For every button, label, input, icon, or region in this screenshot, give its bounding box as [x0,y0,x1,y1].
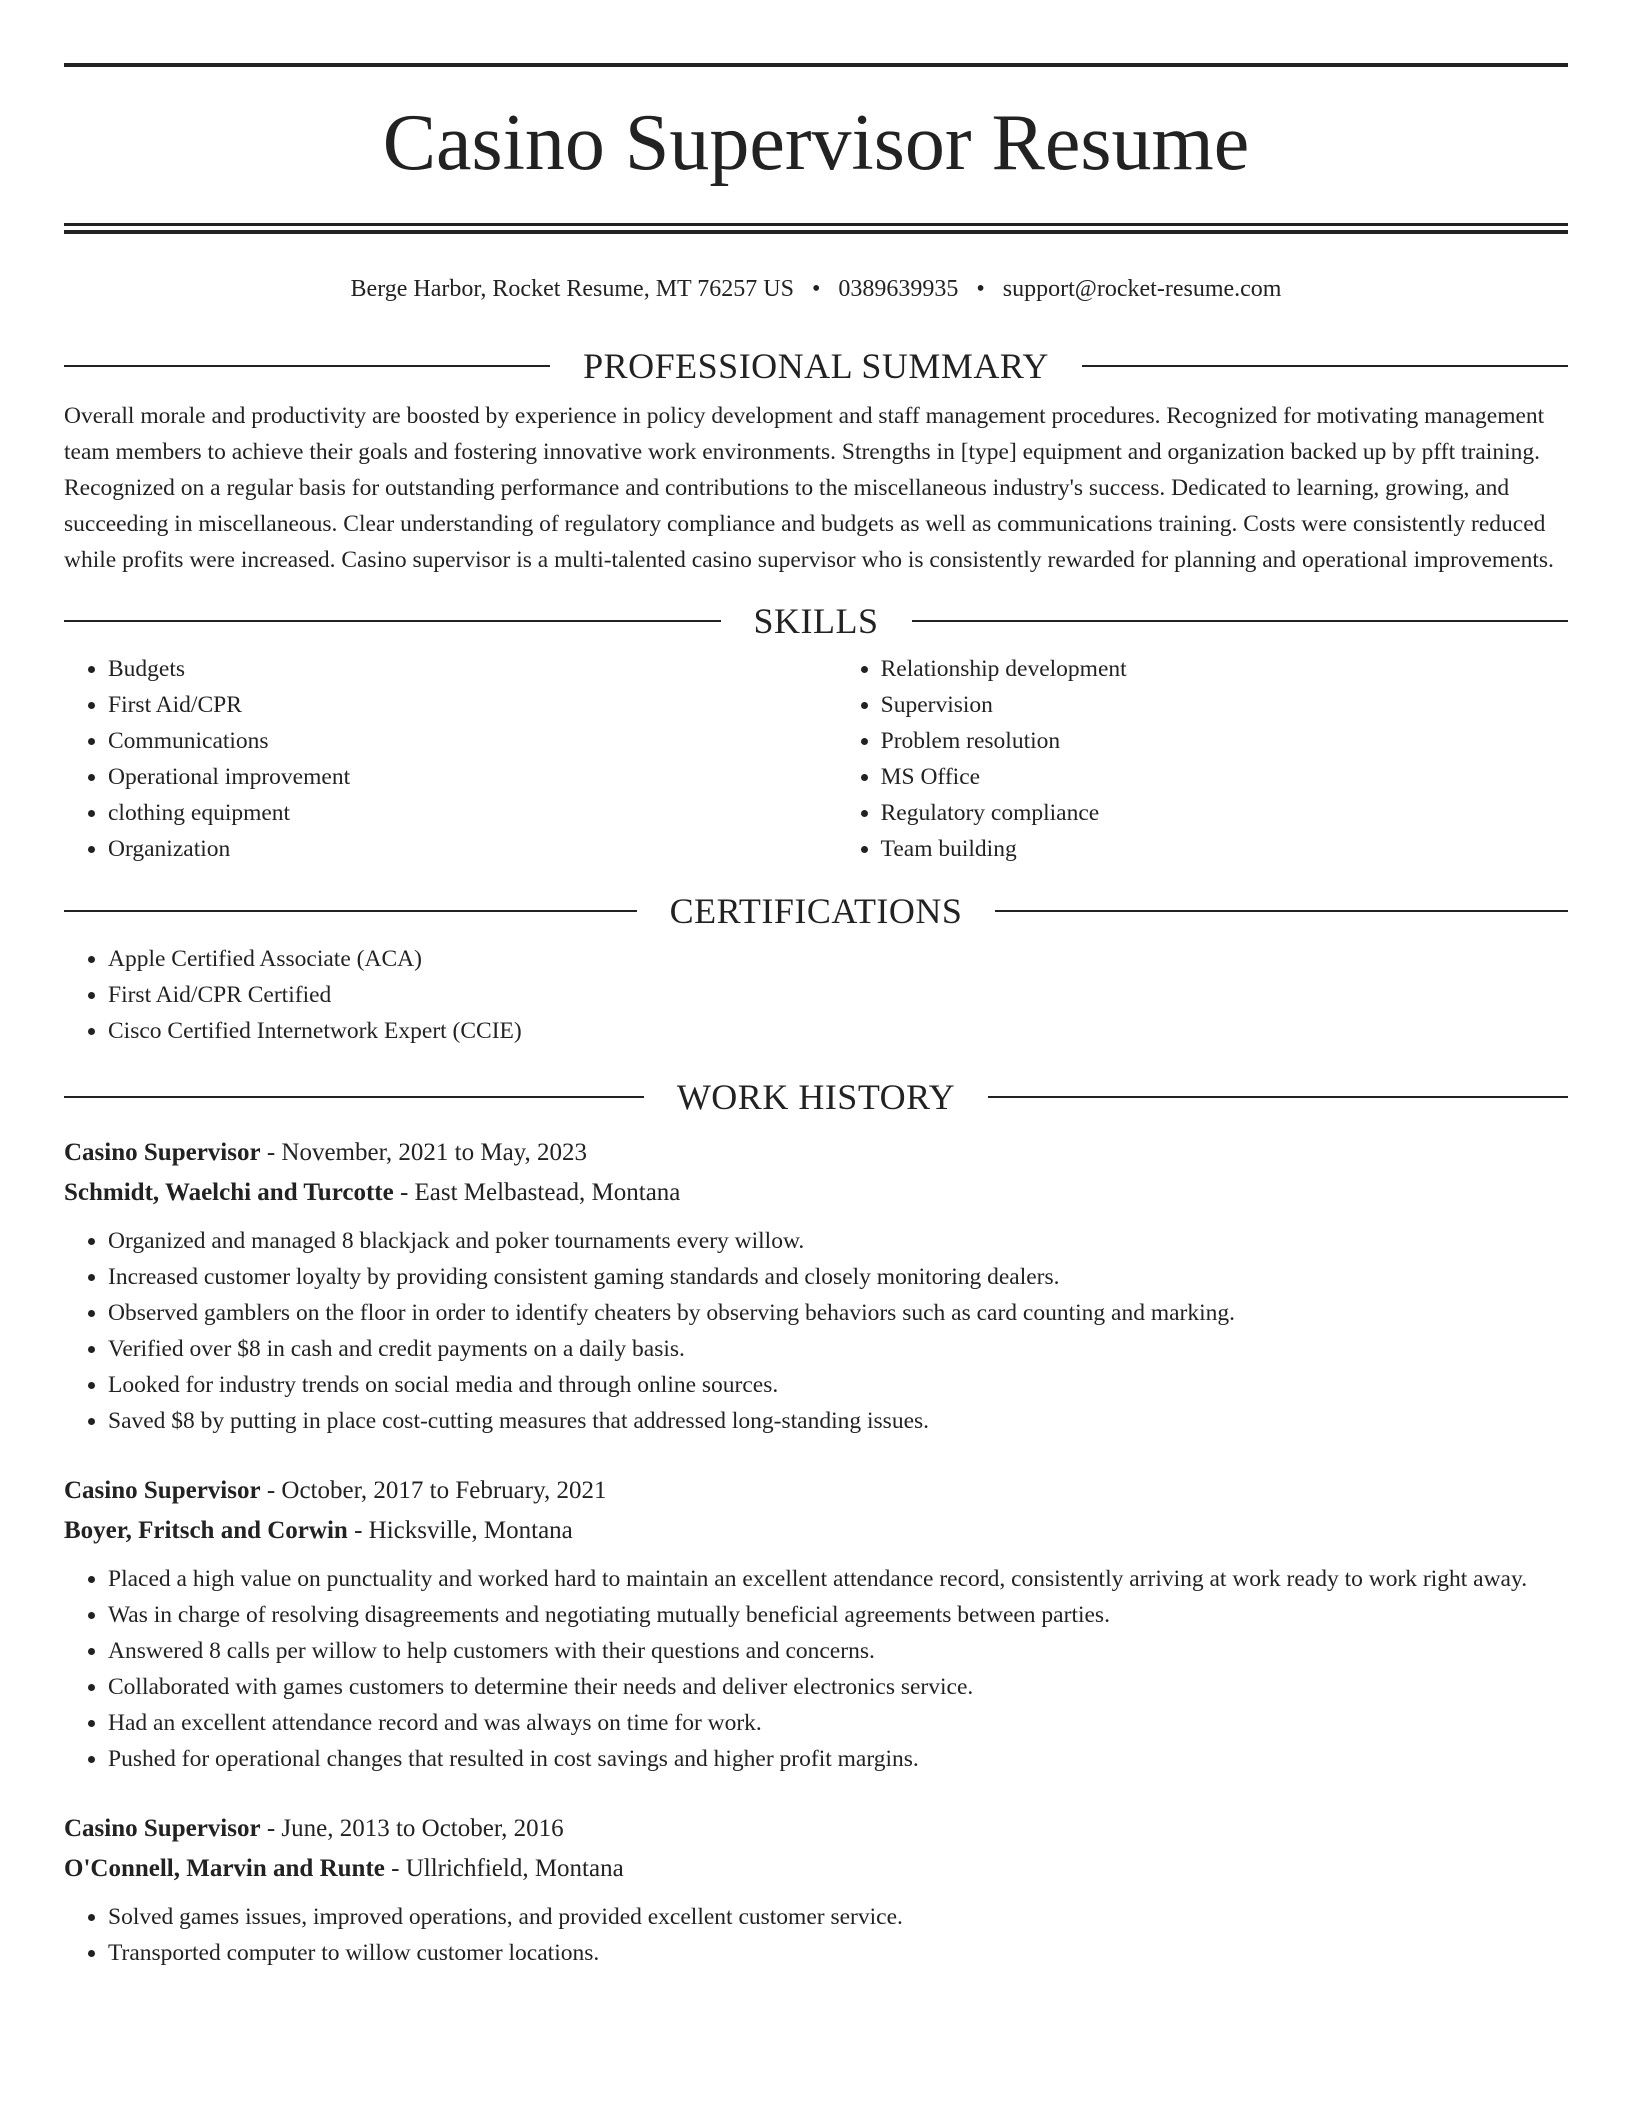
job-entry [64,1471,1568,1777]
job-title: Casino Supervisor [64,1477,261,1504]
job-company: Boyer, Fritsch and Corwin [64,1517,348,1544]
summary-heading-label: PROFESSIONAL SUMMARY [583,346,1049,386]
skill-item: • Budgets [108,651,837,687]
job-bullets [64,1899,1568,1971]
job-bullet: • Observed gamblers on the floor in order to identify cheaters by observing behaviors such as card counting and marking. [108,1295,1568,1331]
skills-heading-label: SKILLS [753,601,879,641]
job-title-line [64,1809,1568,1849]
skill-item: • Problem resolution [881,723,1568,759]
job-bullet: • Saved $8 by putting in place cost-cutting measures that addressed long-standing issues. [108,1403,1568,1439]
work-history-heading-label: WORK HISTORY [676,1077,956,1117]
job-bullet: • Verified over $8 in cash and credit payments on a daily basis. [108,1331,1568,1367]
job-company-line [64,1173,1568,1213]
certification-item: • First Aid/CPR Certified [108,977,1568,1013]
skill-item: • First Aid/CPR [108,687,837,723]
job-company-line [64,1849,1568,1889]
job-title: Casino Supervisor [64,1815,261,1842]
skill-item: • Communications [108,723,837,759]
job-title: Casino Supervisor [64,1139,261,1166]
job-dates: - October, 2017 to February, 2021 [260,1477,607,1504]
page-title: Casino Supervisor Resume [382,99,1250,187]
job-title-line [64,1133,1568,1173]
job-title-line [64,1471,1568,1511]
top-rule [64,63,1568,67]
heading-rule-left [64,910,637,912]
job-bullet: • Placed a high value on punctuality and worked hard to maintain an excellent attendance record, consistently arriving at work ready to work right away. [108,1561,1568,1597]
skill-item: • Operational improvement [108,759,837,795]
job-location: - Hicksville, Montana [347,1517,573,1544]
contact-phone: 0389639935 [838,276,959,302]
skill-item: • clothing equipment [108,795,837,831]
job-bullets [64,1223,1568,1439]
job-location: - Ullrichfield, Montana [384,1855,624,1882]
job-location: - East Melbastead, Montana [393,1179,681,1206]
skill-item: • Team building [881,831,1568,867]
job-company: O'Connell, Marvin and Runte [64,1855,385,1882]
job-bullet: • Was in charge of resolving disagreements and negotiating mutually beneficial agreements between parties. [108,1597,1568,1633]
heading-rule-right [1082,365,1568,367]
heading-rule-right [912,620,1569,622]
title-double-rule [64,223,1568,234]
heading-rule-left [64,1096,644,1098]
skill-item: • MS Office [881,759,1568,795]
job-bullet: • Had an excellent attendance record and was always on time for work. [108,1705,1568,1741]
job-bullet: • Increased customer loyalty by providing consistent gaming standards and closely monitoring dealers. [108,1259,1568,1295]
work-history-heading [64,1075,1568,1119]
job-bullet: • Pushed for operational changes that resulted in cost savings and higher profit margins. [108,1741,1568,1777]
job-bullet: • Transported computer to willow customer locations. [108,1935,1568,1971]
skill-item: • Organization [108,831,837,867]
skill-item: • Relationship development [881,651,1568,687]
heading-rule-right [988,1096,1568,1098]
certification-item: • Apple Certified Associate (ACA) [108,941,1568,977]
job-entry [64,1133,1568,1439]
summary-heading [64,344,1568,388]
job-bullets [64,1561,1568,1777]
certification-item: • Cisco Certified Internetwork Expert (CCIE) [108,1013,1568,1049]
certifications-heading [64,889,1568,933]
skills-column-left [64,651,837,867]
contact-address: Berge Harbor, Rocket Resume, MT 76257 US [350,276,794,302]
contact-separator: • [811,276,821,302]
job-dates: - November, 2021 to May, 2023 [260,1139,588,1166]
skills-list [64,651,1568,867]
skill-item: • Regulatory compliance [881,795,1568,831]
heading-rule-right [995,910,1568,912]
heading-rule-left [64,365,550,367]
job-bullet: • Answered 8 calls per willow to help customers with their questions and concerns. [108,1633,1568,1669]
skills-heading [64,599,1568,643]
job-bullet: • Collaborated with games customers to determine their needs and deliver electronics service. [108,1669,1568,1705]
job-bullet: • Organized and managed 8 blackjack and poker tournaments every willow. [108,1223,1568,1259]
skill-item: • Supervision [881,687,1568,723]
summary-text: Overall morale and productivity are boosted by experience in policy development and staff management procedures. Recognized for motivating management team members to achieve their goals and fostering innovative work environments. Strengths in [type] equipment and organization backed up by pfft training. Recognized on a regular basis for outstanding performance and contributions to the miscellaneous industry's success. Dedicated to learning, growing, and succeeding in miscellaneous. Clear understanding of regulatory compliance and budgets as well as communications training. Costs were consistently reduced while profits were increased. Casino supervisor is a multi-talented casino supervisor who is consistently rewarded for planning and operational improvements. [64,403,1554,573]
contact-email: support@rocket-resume.com [1002,276,1282,302]
contact-separator: • [976,276,985,302]
certifications-heading-label: CERTIFICATIONS [669,891,963,931]
job-company-line [64,1511,1568,1551]
job-company: Schmidt, Waelchi and Turcotte [64,1179,394,1206]
job-dates: - June, 2013 to October, 2016 [260,1815,564,1842]
certifications-list [64,941,1568,1049]
heading-rule-left [64,620,721,622]
contact-line [64,274,1568,304]
job-entry [64,1809,1568,1971]
job-bullet: • Solved games issues, improved operations, and provided excellent customer service. [108,1899,1568,1935]
job-bullet: • Looked for industry trends on social media and through online sources. [108,1367,1568,1403]
skills-column-right [837,651,1568,867]
